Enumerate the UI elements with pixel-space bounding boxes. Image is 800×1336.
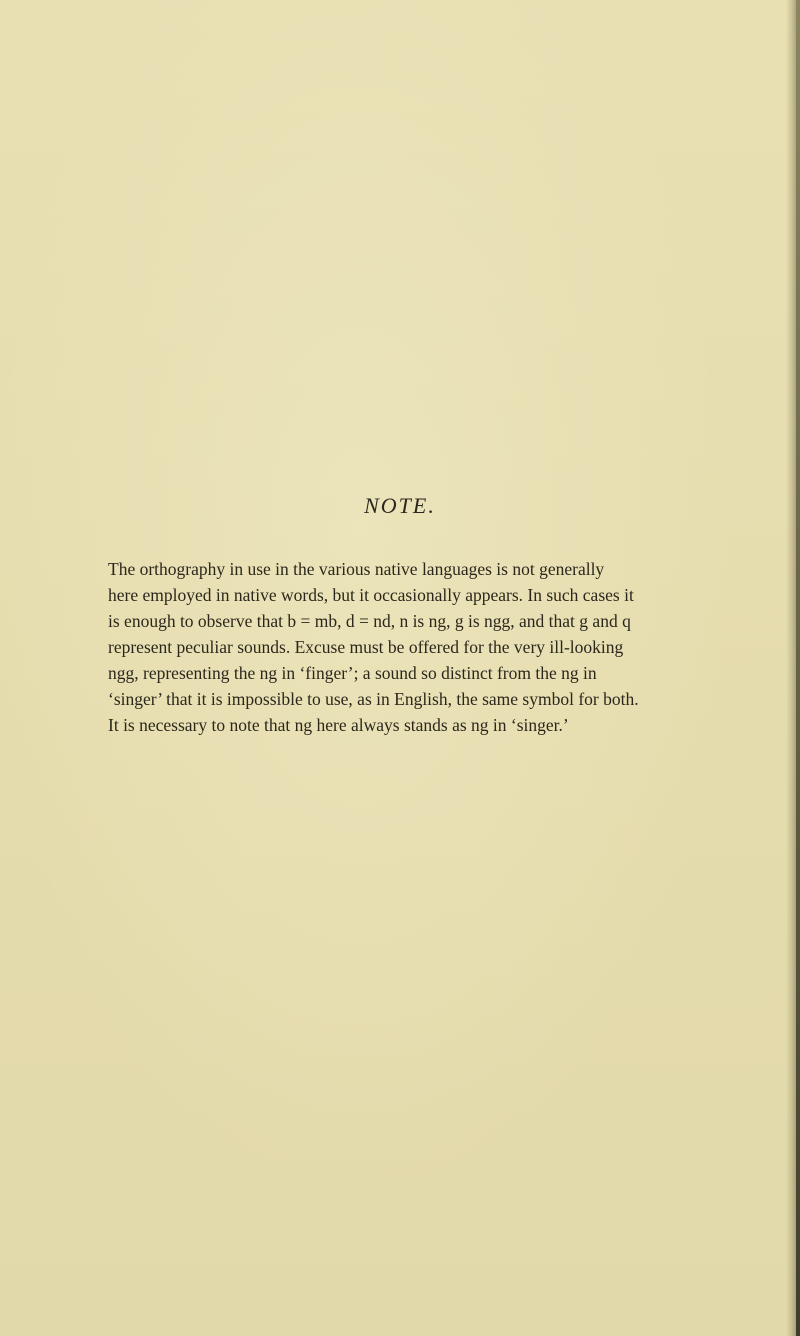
paragraph-line: ‘singer’ that it is impossible to use, as in English, the same symbol for both. xyxy=(108,689,639,709)
paragraph-line: The orthography in use in the various native languages is not generally xyxy=(108,559,605,579)
page-edge xyxy=(796,0,800,1336)
note-heading: NOTE. xyxy=(364,493,436,518)
paragraph-line: is enough to observe that b = mb, d = nd, n is ng, g is ngg, and that g and q xyxy=(108,611,631,631)
paragraph-line: here employed in native words, but it occasionally appears. In such cases it xyxy=(108,585,634,605)
paragraph-line: ngg, representing the ng in ‘finger’; a sound so distinct from the ng in xyxy=(108,663,597,683)
paragraph-line: It is necessary to note that ng here always stands as ng in ‘singer.’ xyxy=(108,715,569,735)
note-paragraph xyxy=(108,556,768,738)
paragraph-line: represent peculiar sounds. Excuse must be offered for the very ill-looking xyxy=(108,637,624,657)
